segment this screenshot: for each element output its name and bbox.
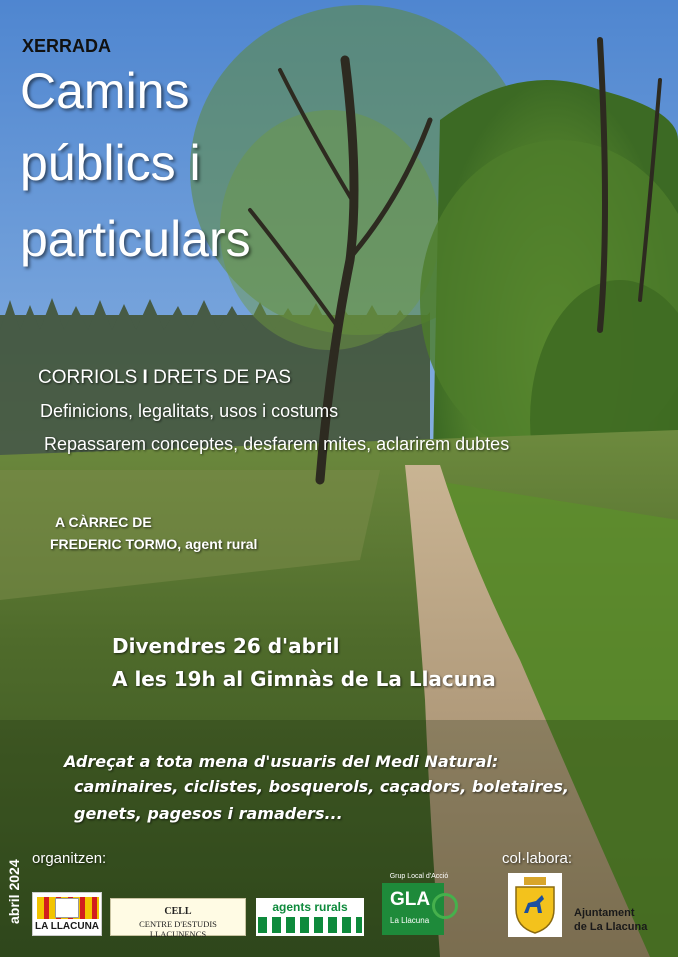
topic-part-a: CORRIOLS [38, 367, 138, 388]
agents-rurals-stripe [258, 917, 362, 933]
shield-icon [508, 873, 562, 937]
event-time-place: A les 19h al Gimnàs de La Llacuna [112, 667, 496, 691]
audience-line-1: Adreçat a tota mena d'usuaris del Medi Natural: [64, 752, 499, 771]
topic-heading [38, 367, 291, 389]
speaker-name: FREDERIC TORMO, [50, 536, 182, 552]
flag-icon [55, 898, 79, 918]
la-llacuna-logo [32, 892, 102, 936]
year-tag [4, 828, 24, 928]
year-tag-text: abril 2024 [6, 859, 22, 924]
event-type-label: XERRADA [22, 36, 112, 56]
cell-logo [110, 898, 246, 939]
agents-rurals-label: agents rurals [272, 900, 348, 914]
title-line-2: públics i [20, 135, 201, 191]
gla-logo-main: GLA [390, 889, 431, 910]
ajuntament-label-2: de La Llacuna [574, 921, 648, 933]
organizers-label: organitzen: [32, 850, 107, 867]
ajuntament-shield-logo [508, 873, 562, 937]
agents-rurals-logo [256, 898, 364, 936]
event-date: Divendres 26 d'abril [112, 634, 340, 658]
topic-part-b: DRETS DE PAS [153, 367, 292, 388]
subtitle-line-1: Definicions, legalitats, usos i costums [40, 401, 339, 421]
title-line-1: Camins [20, 63, 190, 119]
ajuntament-label [574, 906, 647, 934]
title-line-3: particulars [20, 211, 251, 267]
collaborates-label: col·labora: [502, 850, 573, 867]
speaker-label: A CÀRREC DE [55, 514, 152, 530]
speaker-line [50, 536, 257, 552]
gla-ring-icon [432, 893, 458, 919]
topic-separator: I [142, 367, 148, 388]
audience-line-2: caminaires, ciclistes, bosquerols, caçadors, boletaires, [74, 777, 569, 796]
subtitle-line-2: Repassarem conceptes, desfarem mites, aclarirem dubtes [44, 434, 510, 454]
cell-logo-fullname: CENTRE D'ESTUDIS LLACUNENCS [139, 919, 217, 939]
gla-logo-top: Grup Local d'Acció [389, 873, 449, 880]
la-llacuna-logo-label: LA LLACUNA [34, 921, 100, 932]
speaker-role: agent rural [185, 536, 258, 552]
ajuntament-label-1: Ajuntament [574, 907, 635, 919]
cell-logo-name: CELL [164, 906, 192, 917]
gla-logo-sub: La Llacuna [390, 916, 430, 925]
gla-logo [380, 873, 458, 937]
audience-line-3: genets, pagesos i ramaders... [74, 804, 343, 823]
